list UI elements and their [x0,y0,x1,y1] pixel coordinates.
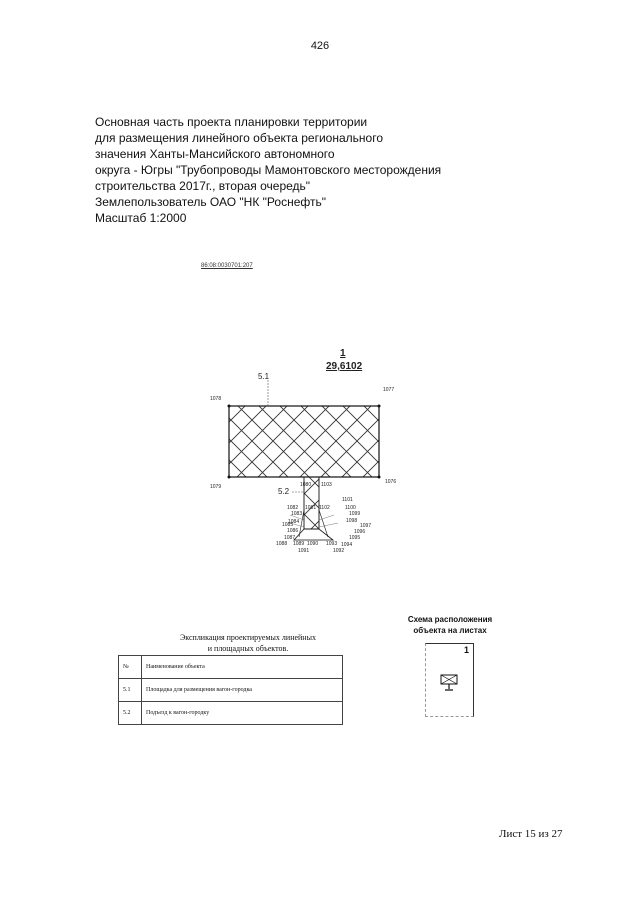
site-area-5-1 [229,406,379,477]
sheet-label: Лист 15 из 27 [499,828,563,840]
cell-name: Площадка для размещения вагон-городка [142,679,343,702]
scheme-title-line: объекта на листах [413,626,487,635]
point-label: 1083 [291,511,303,517]
point-label: 1096 [354,529,366,535]
cell-num: 5.1 [119,679,142,702]
column-header: № [119,656,142,679]
point-label: 1099 [349,511,361,517]
plot-area: 29,6102 [326,361,363,372]
heading-line: округа - Югры "Трубопроводы Мамонтовского месторождения [95,163,442,177]
point-label: 1100 [345,505,356,511]
point-label: 1085 [282,522,294,528]
heading-line: для размещения линейного объекта регионального [95,131,383,145]
table-row [119,702,343,725]
point-label: 1088 [276,541,288,547]
point-label: 1093 [326,541,338,547]
heading-line: Масштаб 1:2000 [95,211,187,225]
point-label: 1078 [210,396,222,402]
point-label: 1094 [341,542,353,548]
point-label: 1098 [346,518,358,524]
point-label: 1079 [210,484,222,490]
point-label: 1101 [342,497,353,503]
explication-title-line: и площадных объектов. [207,644,289,653]
point-label: 1086 [287,528,299,534]
scheme-title [395,614,505,636]
page-number: 426 [310,40,330,52]
heading-line: значения Ханты-Мансийского автономного [95,147,335,161]
explication-title [118,632,378,654]
table-header-row [119,656,343,679]
point-label: 1102 [319,505,330,511]
cadastral-number: 86:08:0030701:207 [201,263,253,269]
object-label-5-2: 5.2 [278,487,290,496]
point-label: 1091 [298,548,310,554]
point-label: 1076 [385,479,397,485]
table-row [119,679,343,702]
point-label: 1080 [300,482,312,488]
point-label: 1089 [293,541,305,547]
point-label: 1103 [321,482,332,488]
point-label: 1082 [287,505,299,511]
point-label: 1092 [333,548,345,554]
point-label: 1095 [349,535,361,541]
point-label: 1084 [288,519,300,525]
point-label: 1081 [305,505,317,511]
object-label-5-1: 5.1 [258,372,270,381]
point-label: 1077 [383,387,395,393]
point-label: 1087 [284,535,296,541]
cell-num: 5.2 [119,702,142,725]
point-label: 1090 [307,541,319,547]
heading-line: Землепользователь ОАО "НК "Роснефть" [95,195,326,209]
explication-table [118,655,343,725]
explication-title-line: Экспликация проектируемых линейных [180,633,316,642]
plot-number: 1 [340,348,346,359]
point-label: 1097 [360,523,372,529]
cell-name: Подъезд к вагон-городку [142,702,343,725]
scheme-sheet-number: 1 [464,645,470,655]
heading-line: строительства 2017г., вторая очередь" [95,179,311,193]
location-marker-icon [440,674,460,692]
heading-line: Основная часть проекта планировки территории [95,115,368,129]
column-header: Наименование объекта [142,656,343,679]
scheme-title-line: Схема расположения [407,615,493,624]
